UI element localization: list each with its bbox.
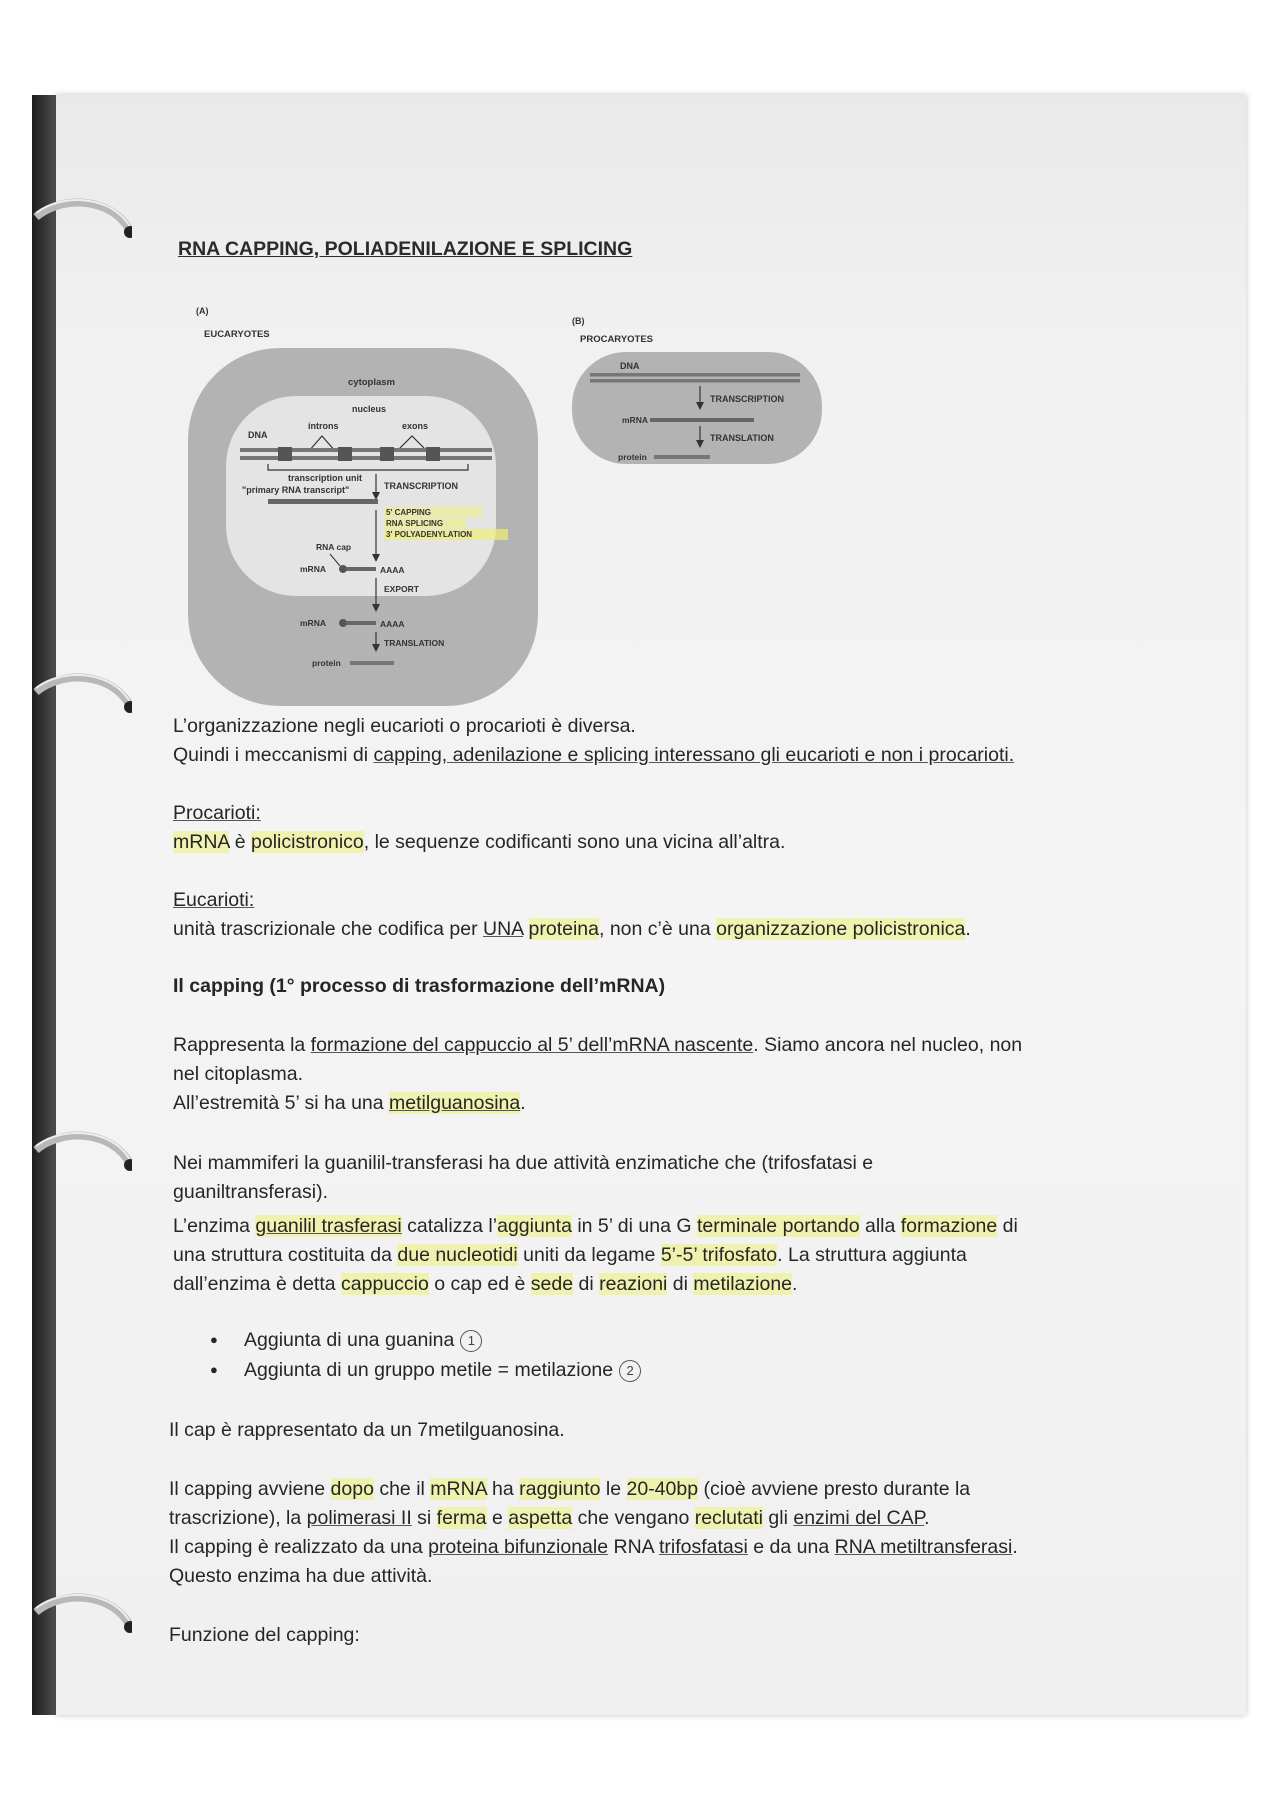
- protein-label-a: protein: [312, 658, 341, 668]
- polya-tail-1: AAAA: [380, 565, 405, 575]
- prokaryote-cell: [572, 352, 822, 464]
- prokaryotes-text: mRNA è policistronico, le sequenze codificanti sono una vicina all’altra.: [173, 831, 786, 853]
- binder-spine: [32, 95, 56, 1715]
- protein-strand-a: [350, 661, 394, 665]
- nucleus-label: nucleus: [352, 404, 387, 414]
- capping-steps-list: [210, 1325, 641, 1385]
- transcription-label-b: TRANSCRIPTION: [710, 394, 784, 404]
- enzyme-line-3: L’enzima guanilil trasferasi catalizza l’aggiunta in 5’ di una G terminale portando alla formazione di: [173, 1215, 1018, 1237]
- mrna-label-2: mRNA: [300, 618, 326, 628]
- mrna-strand-1: [346, 567, 376, 571]
- eukaryote-panel-label: (A): [196, 306, 209, 316]
- capping-desc-line-3: All’estremità 5’ si ha una metilguanosina.: [173, 1092, 526, 1114]
- enzyme-line-4: una struttura costituita da due nucleotidi uniti da legame 5’-5’ trifosfato. La struttura aggiunta: [173, 1244, 967, 1266]
- enzyme-line-5: dall’enzima è detta cappuccio o cap ed è sede di reazioni di metilazione.: [173, 1273, 798, 1295]
- polya-tail-2: AAAA: [380, 619, 405, 629]
- protein-strand-b: [654, 455, 710, 459]
- list-item: ● Aggiunta di una guanina 1: [210, 1325, 641, 1355]
- exons-label: exons: [402, 421, 429, 431]
- prokaryote-panel-label: (B): [572, 316, 585, 326]
- capping-label: 5' CAPPING: [386, 508, 432, 517]
- page-title: RNA CAPPING, POLIADENILAZIONE E SPLICING: [178, 238, 633, 260]
- capping-desc-line-2: nel citoplasma.: [173, 1063, 304, 1085]
- intro-line-2: Quindi i meccanismi di capping, adenilazione e splicing interessano gli eucarioti e non i procarioti.: [173, 744, 1015, 766]
- capping-desc-line-1: Rappresenta la formazione del cappuccio al 5’ dell’mRNA nascente. Siamo ancora nel nucleo, non: [173, 1034, 1023, 1056]
- protein-label-b: protein: [618, 452, 647, 462]
- prokaryote-diagram: [560, 310, 830, 475]
- primary-transcript-label: "primary RNA transcript": [242, 485, 350, 495]
- capping-timing-line-3: Il capping è realizzato da una proteina bifunzionale RNA trifosfatasi e da una RNA metiltransferasi.: [169, 1536, 1018, 1558]
- translation-label-a: TRANSLATION: [384, 638, 445, 648]
- eukaryotes-text: unità trascrizionale che codifica per UNA proteina, non c’è una organizzazione policistronica.: [173, 918, 971, 940]
- dna-strand-b-bottom: [590, 379, 800, 383]
- dna-label: DNA: [248, 430, 268, 440]
- binder-ring-2: [32, 670, 132, 714]
- rna-cap-label: RNA cap: [316, 542, 352, 552]
- splicing-label: RNA SPLICING: [386, 519, 444, 528]
- translation-label-b: TRANSLATION: [710, 433, 774, 443]
- capping-timing-line-2: trascrizione), la polimerasi II si ferma e aspetta che vengano reclutati gli enzimi del CAP.: [169, 1507, 930, 1529]
- polyadenylation-label: 3' POLYADENYLATION: [386, 530, 473, 539]
- cytoplasm-label: cytoplasm: [348, 377, 395, 388]
- capping-function-heading: Funzione del capping:: [169, 1624, 360, 1646]
- eukaryotes-heading: Eucarioti:: [173, 889, 255, 911]
- transcription-unit-label: transcription unit: [288, 473, 362, 483]
- binder-ring-1: [32, 195, 132, 239]
- introns-label: introns: [308, 421, 339, 431]
- mrna-strand-2: [346, 621, 376, 625]
- circled-number: 2: [619, 1360, 641, 1382]
- eukaryote-heading: EUCARYOTES: [204, 329, 270, 340]
- export-label: EXPORT: [384, 584, 419, 594]
- binder-ring-3: [32, 1128, 132, 1172]
- circled-number: 1: [460, 1330, 482, 1352]
- list-item: ● Aggiunta di un gruppo metile = metilazione 2: [210, 1355, 641, 1385]
- mrna-label-b: mRNA: [622, 415, 648, 425]
- nucleus-shape: [226, 396, 496, 596]
- prokaryotes-heading: Procarioti:: [173, 802, 261, 824]
- capping-timing-line-1: Il capping avviene dopo che il mRNA ha raggiunto le 20-40bp (cioè avviene presto durante la: [169, 1478, 971, 1500]
- intro-line-1: L’organizzazione negli eucarioti o procarioti è diversa.: [173, 715, 636, 737]
- cap-symbol-2: [339, 619, 347, 627]
- binder-ring-4: [32, 1590, 132, 1634]
- dna-strand-bottom: [240, 456, 492, 460]
- dna-label-b: DNA: [620, 361, 640, 371]
- dna-strand-b-top: [590, 373, 800, 377]
- dna-strand-top: [240, 448, 492, 452]
- cap-representation: Il cap è rappresentato da un 7metilguanosina.: [169, 1419, 565, 1441]
- mrna-label-1: mRNA: [300, 564, 326, 574]
- primary-transcript: [268, 499, 378, 504]
- capping-timing-line-4: Questo enzima ha due attività.: [169, 1565, 433, 1587]
- mrna-strand-b: [650, 418, 754, 422]
- capping-heading: Il capping (1° processo di trasformazione dell’mRNA): [173, 975, 666, 997]
- prokaryote-heading: PROCARYOTES: [580, 334, 654, 345]
- enzyme-line-2: guaniltransferasi).: [173, 1181, 328, 1203]
- cap-symbol-1: [339, 565, 347, 573]
- transcription-label-a: TRANSCRIPTION: [384, 481, 458, 491]
- eukaryote-diagram: [180, 300, 560, 710]
- enzyme-line-1: Nei mammiferi la guanilil-transferasi ha due attività enzimatiche che (trifosfatasi e: [173, 1152, 874, 1174]
